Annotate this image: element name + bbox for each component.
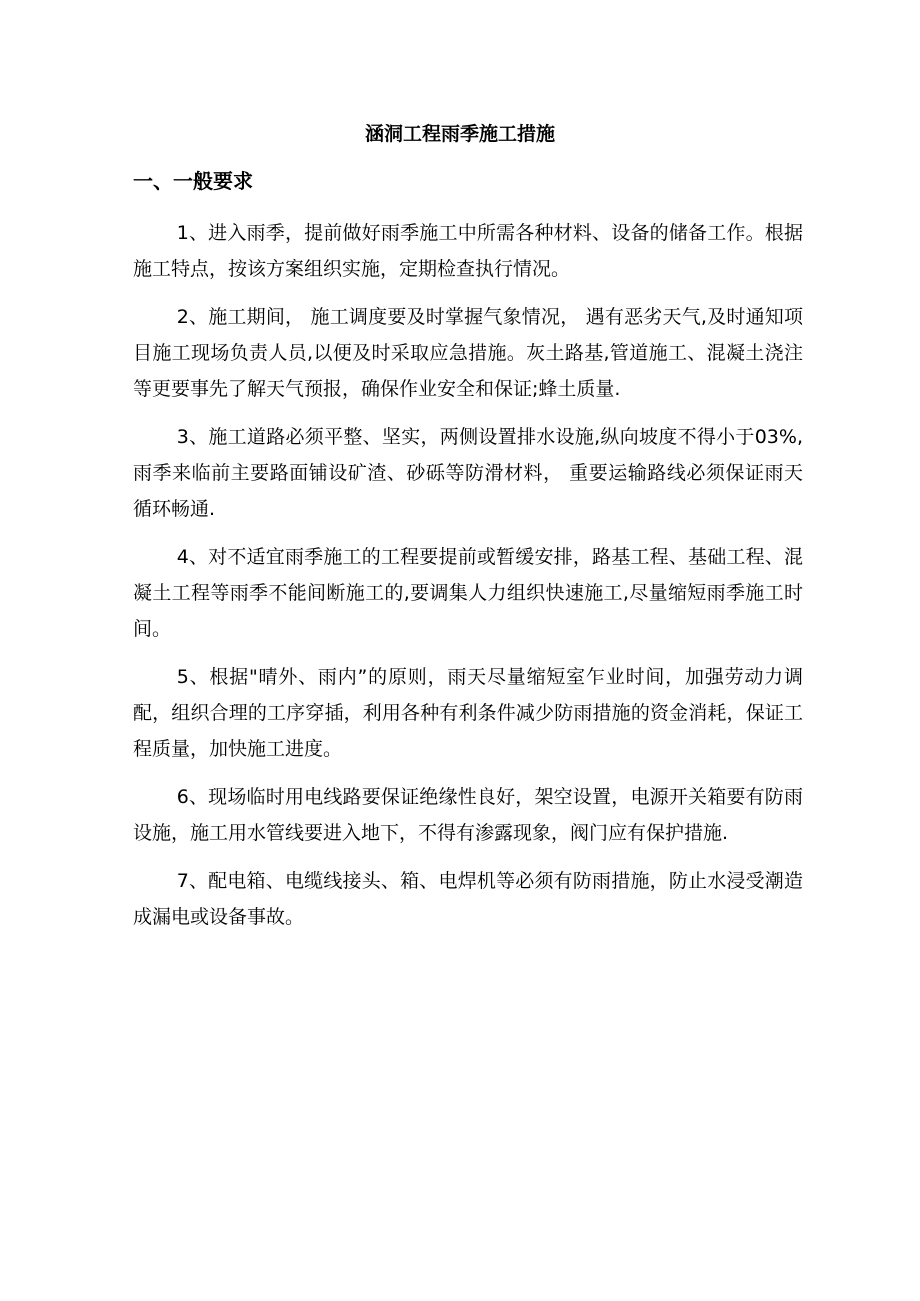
paragraph-item-2: 2、施工期间， 施工调度要及时掌握气象情况， 遇有恶劣天气,及时通知项目施工现场负责人员,以便及时采取应急措施。灰土路基,管道施工、混凝土浇注等更要事先了解天气预报，确保作业安全和保证;蜂土质量. <box>133 306 803 400</box>
paragraph-item-4: 4、对不适宜雨季施工的工程要提前或暂缓安排，路基工程、基础工程、混凝土工程等雨季不能间断施工的,要调集人力组织快速施工,尽量缩短雨季施工时间。 <box>133 546 803 640</box>
section-body <box>133 215 803 947</box>
section-heading: 一、一般要求 <box>133 169 253 193</box>
paragraph-item-6: 6、现场临时用电线路要保证绝缘性良好，架空设置，电源开关箱要有防雨设施，施工用水管线要进入地下，不得有渗露现象，阀门应有保护措施. <box>133 786 803 844</box>
paragraph-item-3: 3、施工道路必须平整、坚实，两侧设置排水设施,纵向坡度不得小于03%,雨季来临前主要路面铺设矿渣、砂砾等防滑材料， 重要运输路线必须保证雨天循环畅通. <box>133 426 803 520</box>
paragraph-item-1: 1、进入雨季，提前做好雨季施工中所需各种材料、设备的储备工作。根据施工特点，按该方案组织实施，定期检查执行情况。 <box>133 222 803 280</box>
paragraph-item-5: 5、根据"晴外、雨内”的原则，雨天尽量缩短室乍业时间，加强劳动力调配，组织合理的工序穿插，利用各种有利条件减少防雨措施的资金消耗，保证工程质量，加快施工进度。 <box>133 666 803 760</box>
paragraph-item-7: 7、配电箱、电缆线接头、箱、电焊机等必须有防雨措施，防止水浸受潮造成漏电或设备事故。 <box>133 870 803 928</box>
document-title: 涵洞工程雨季施工措施 <box>364 123 555 145</box>
